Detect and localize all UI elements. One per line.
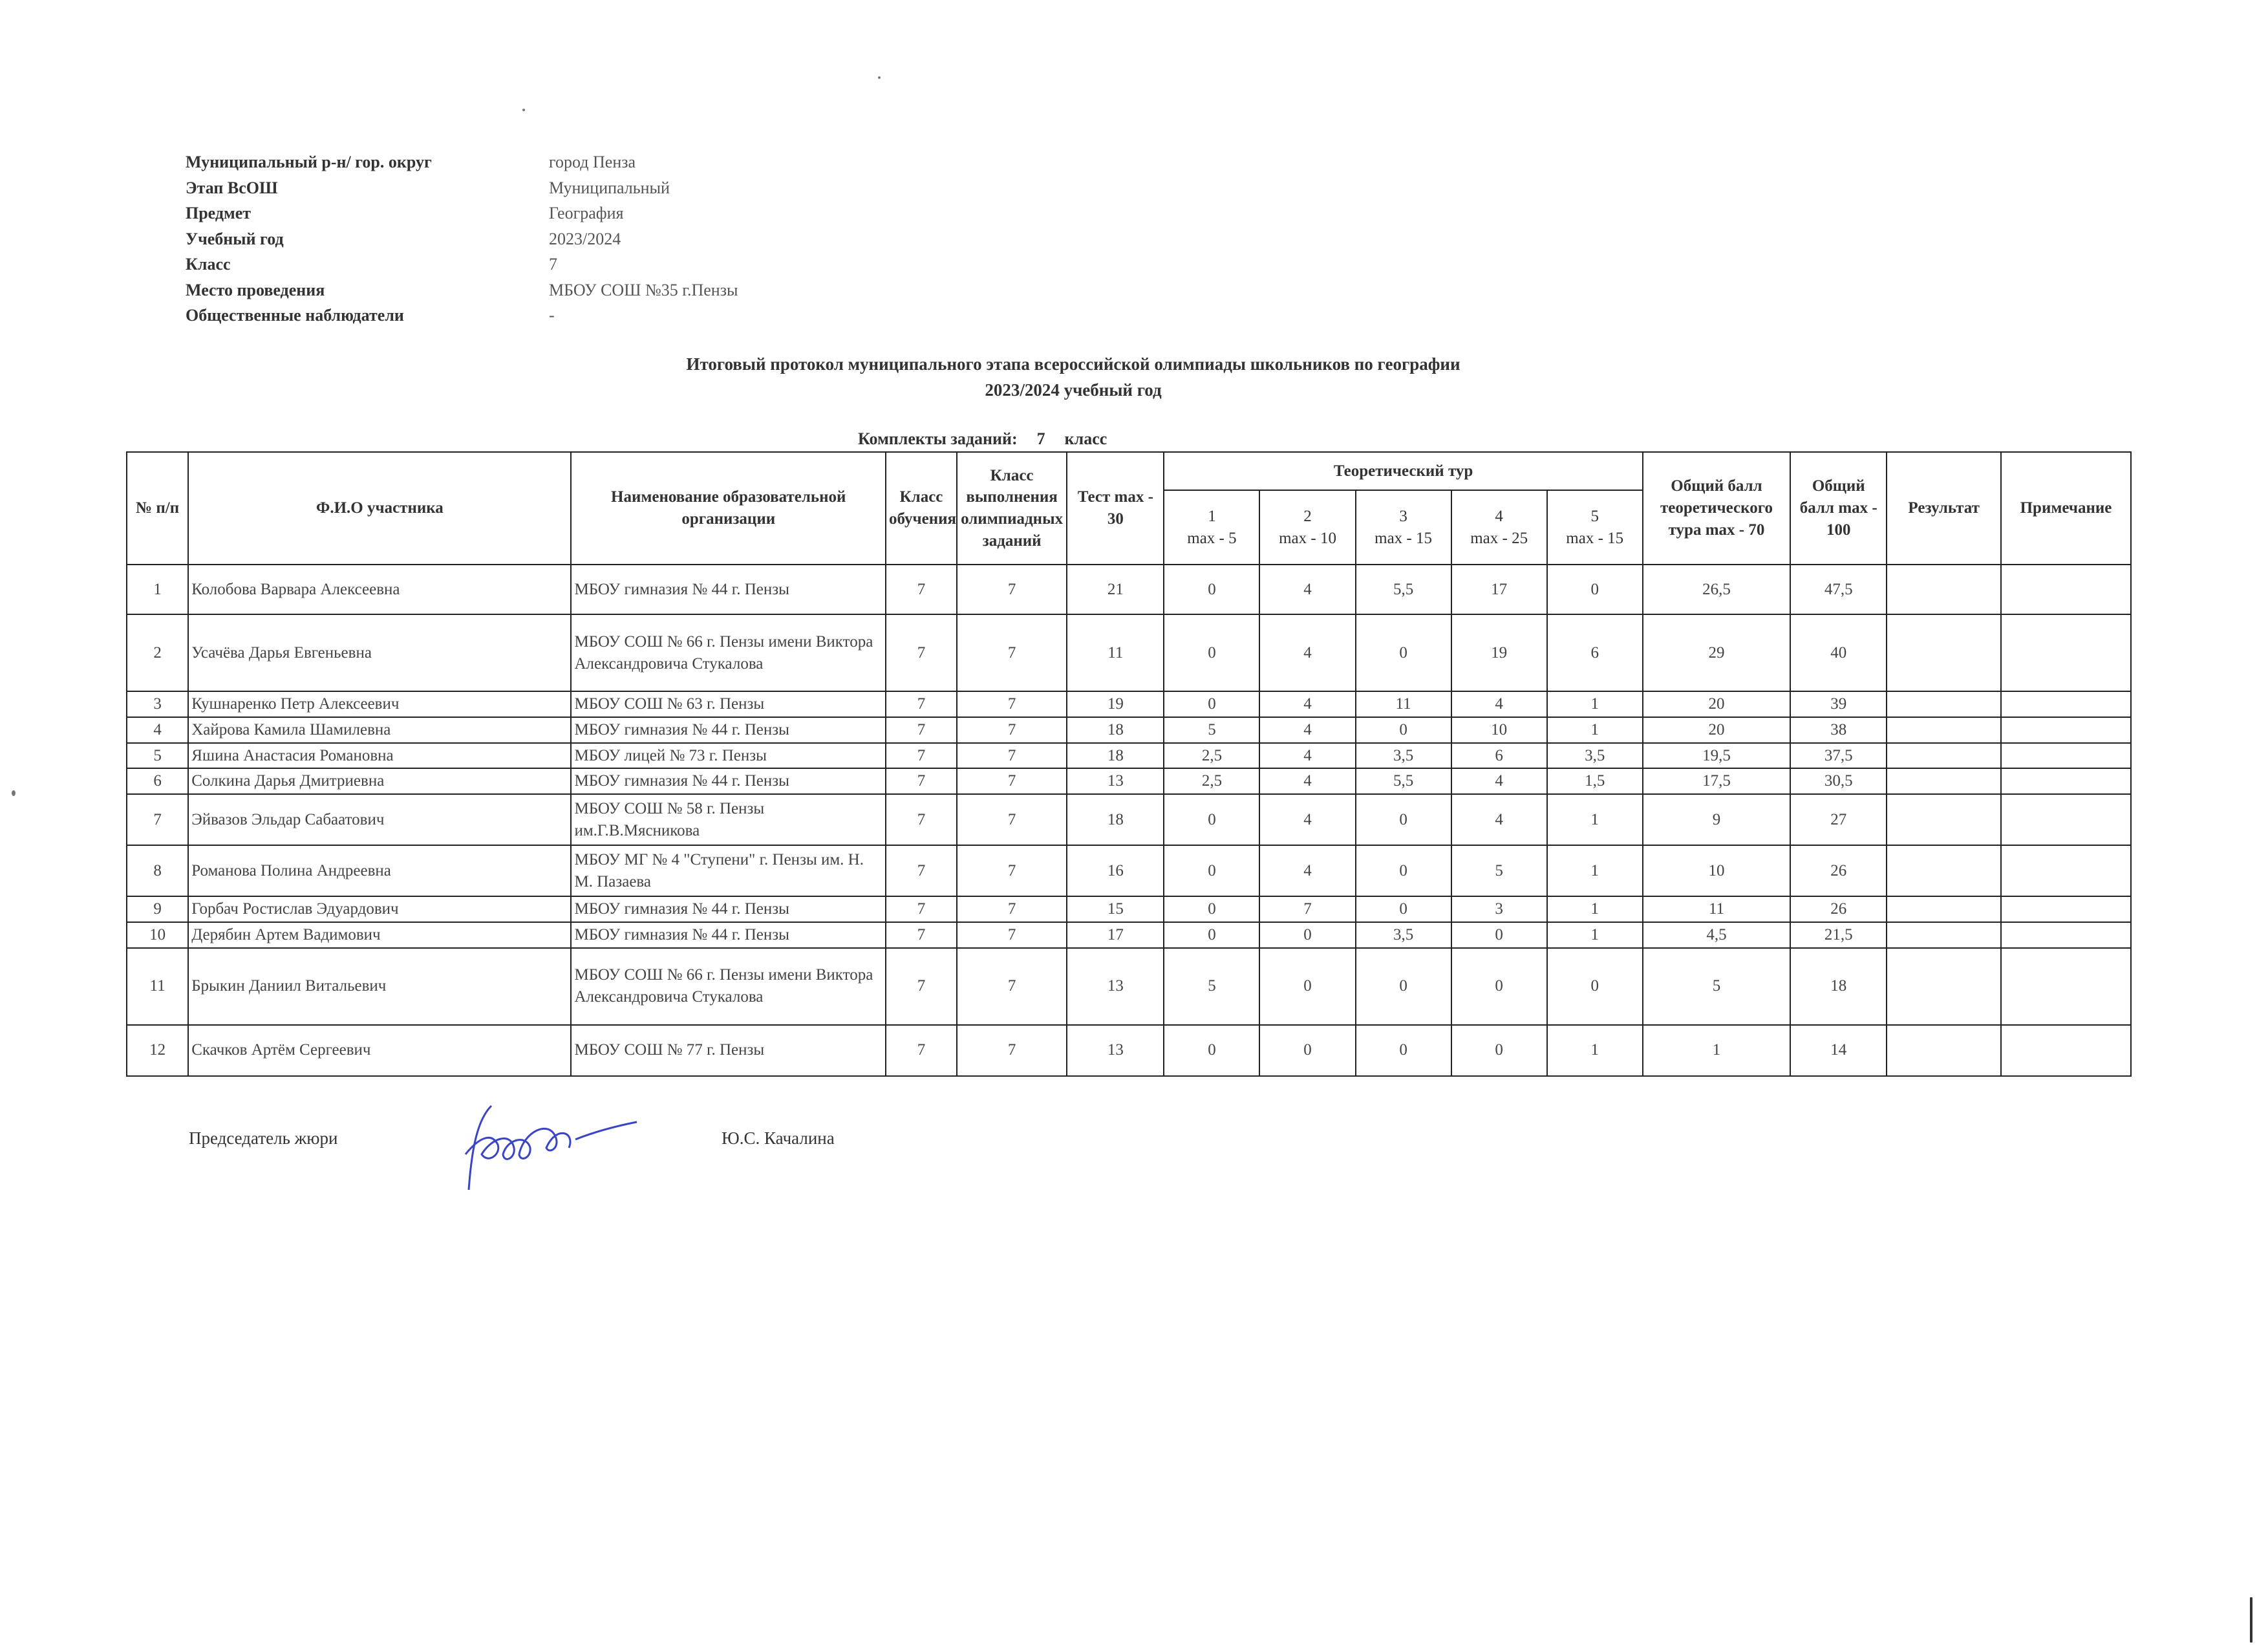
- note: [2001, 717, 2131, 743]
- participant-name: Романова Полина Андреевна: [188, 845, 571, 896]
- total-score: 26: [1790, 896, 1887, 922]
- participant-name: Горбач Ростислав Эдуардович: [188, 896, 571, 922]
- meta-row: [186, 303, 738, 329]
- note: [2001, 614, 2131, 691]
- meta-row: [186, 175, 738, 201]
- meta-row: [186, 252, 738, 277]
- total-score: 40: [1790, 614, 1887, 691]
- theory-task-5-score: 3,5: [1547, 743, 1643, 769]
- meta-value: МБОУ СОШ №35 г.Пензы: [549, 280, 738, 299]
- participant-name: Скачков Артём Сергеевич: [188, 1025, 571, 1076]
- note: [2001, 691, 2131, 717]
- signature-graphic: [453, 1093, 659, 1196]
- meta-value: город Пенза: [549, 153, 636, 171]
- theory-task-3-score: 11: [1356, 691, 1451, 717]
- grade: 7: [886, 717, 957, 743]
- theory-task-5-score: 1: [1547, 922, 1643, 948]
- note: [2001, 896, 2131, 922]
- theory-task-4-score: 17: [1451, 565, 1547, 614]
- total-score: 21,5: [1790, 922, 1887, 948]
- participant-name: Кушнаренко Петр Алексеевич: [188, 691, 571, 717]
- total-score: 47,5: [1790, 565, 1887, 614]
- theory-task-2-score: 0: [1259, 948, 1355, 1025]
- theory-task-1-score: 5: [1164, 948, 1259, 1025]
- theory-task-1-score: 5: [1164, 717, 1259, 743]
- theory-total-score: 17,5: [1643, 768, 1790, 794]
- grade: 7: [886, 845, 957, 896]
- participant-name: Яшина Анастасия Романовна: [188, 743, 571, 769]
- theory-task-3-score: 3,5: [1356, 743, 1451, 769]
- meta-row: [186, 200, 738, 226]
- theory-task-1-score: 0: [1164, 845, 1259, 896]
- task-grade: 7: [957, 614, 1067, 691]
- test-score: 15: [1067, 896, 1164, 922]
- theory-task-3-score: 0: [1356, 845, 1451, 896]
- theory-task-max: max - 5: [1187, 529, 1237, 547]
- meta-label: Место проведения: [186, 280, 325, 299]
- theory-task-5-score: 0: [1547, 948, 1643, 1025]
- meta-row: [186, 226, 738, 252]
- note: [2001, 845, 2131, 896]
- theory-task-2-score: 4: [1259, 717, 1355, 743]
- row-number: 5: [127, 743, 188, 769]
- meta-row: [186, 149, 738, 175]
- theory-total-score: 26,5: [1643, 565, 1790, 614]
- organization: МБОУ СОШ № 58 г. Пензы им.Г.В.Мясникова: [571, 794, 886, 845]
- header-theory-task-2: [1259, 490, 1355, 565]
- grade: 7: [886, 614, 957, 691]
- table-row: [127, 922, 2131, 948]
- theory-task-4-score: 6: [1451, 743, 1547, 769]
- theory-task-5-score: 1: [1547, 717, 1643, 743]
- meta-label: Этап ВсОШ: [186, 178, 278, 197]
- total-score: 27: [1790, 794, 1887, 845]
- task-grade: 7: [957, 743, 1067, 769]
- theory-task-5-score: 6: [1547, 614, 1643, 691]
- theory-task-4-score: 0: [1451, 948, 1547, 1025]
- organization: МБОУ гимназия № 44 г. Пензы: [571, 717, 886, 743]
- theory-total-score: 19,5: [1643, 743, 1790, 769]
- theory-task-3-score: 0: [1356, 1025, 1451, 1076]
- organization: МБОУ гимназия № 44 г. Пензы: [571, 768, 886, 794]
- theory-task-1-score: 0: [1164, 565, 1259, 614]
- result: [1887, 1025, 2001, 1076]
- note: [2001, 565, 2131, 614]
- total-score: 18: [1790, 948, 1887, 1025]
- theory-task-4-score: 10: [1451, 717, 1547, 743]
- meta-label: Предмет: [186, 204, 251, 222]
- result: [1887, 717, 2001, 743]
- theory-task-number: 3: [1399, 507, 1407, 525]
- signature: [453, 1093, 659, 1200]
- header-theory-task-3: [1356, 490, 1451, 565]
- organization: МБОУ МГ № 4 "Ступени" г. Пензы им. Н. М. Пазаева: [571, 845, 886, 896]
- grade: 7: [886, 922, 957, 948]
- theory-task-3-score: 0: [1356, 614, 1451, 691]
- header-theory: Теоретический тур: [1164, 452, 1642, 490]
- header-total: Общий балл max - 100: [1790, 452, 1887, 565]
- header-result: Результат: [1887, 452, 2001, 565]
- row-number: 9: [127, 896, 188, 922]
- organization: МБОУ СОШ № 66 г. Пензы имени Виктора Александровича Стукалова: [571, 948, 886, 1025]
- task-grade: 7: [957, 1025, 1067, 1076]
- theory-total-score: 10: [1643, 845, 1790, 896]
- test-score: 13: [1067, 1025, 1164, 1076]
- theory-total-score: 29: [1643, 614, 1790, 691]
- grade: 7: [886, 743, 957, 769]
- row-number: 10: [127, 922, 188, 948]
- theory-task-max: max - 25: [1470, 529, 1528, 547]
- meta-label: Учебный год: [186, 229, 284, 248]
- participant-name: Брыкин Даниил Витальевич: [188, 948, 571, 1025]
- theory-task-5-score: 1: [1547, 794, 1643, 845]
- task-grade: 7: [957, 768, 1067, 794]
- theory-task-3-score: 0: [1356, 948, 1451, 1025]
- task-grade: 7: [957, 717, 1067, 743]
- organization: МБОУ СОШ № 63 г. Пензы: [571, 691, 886, 717]
- organization: МБОУ СОШ № 66 г. Пензы имени Виктора Александровича Стукалова: [571, 614, 886, 691]
- results-table: [126, 451, 2132, 1077]
- note: [2001, 743, 2131, 769]
- theory-task-2-score: 4: [1259, 565, 1355, 614]
- task-grade: 7: [957, 845, 1067, 896]
- header-grade: Класс обучения: [886, 452, 957, 565]
- result: [1887, 922, 2001, 948]
- grade: 7: [886, 768, 957, 794]
- participant-name: Хайрова Камила Шамилевна: [188, 717, 571, 743]
- test-score: 18: [1067, 743, 1164, 769]
- grade: 7: [886, 565, 957, 614]
- theory-task-1-score: 0: [1164, 922, 1259, 948]
- meta-value: 2023/2024: [549, 229, 621, 248]
- theory-task-2-score: 4: [1259, 743, 1355, 769]
- result: [1887, 896, 2001, 922]
- theory-total-score: 1: [1643, 1025, 1790, 1076]
- meta-label: Муниципальный р-н/ гор. округ: [186, 153, 432, 171]
- total-score: 38: [1790, 717, 1887, 743]
- theory-task-3-score: 0: [1356, 896, 1451, 922]
- task-grade: 7: [957, 565, 1067, 614]
- theory-task-4-score: 4: [1451, 691, 1547, 717]
- theory-task-5-score: 0: [1547, 565, 1643, 614]
- kits-suffix: класс: [1064, 429, 1107, 448]
- theory-total-score: 11: [1643, 896, 1790, 922]
- total-score: 26: [1790, 845, 1887, 896]
- scan-speck: [878, 76, 881, 79]
- theory-task-5-score: 1: [1547, 691, 1643, 717]
- theory-total-score: 5: [1643, 948, 1790, 1025]
- total-score: 37,5: [1790, 743, 1887, 769]
- row-number: 4: [127, 717, 188, 743]
- theory-task-1-score: 0: [1164, 896, 1259, 922]
- task-grade: 7: [957, 922, 1067, 948]
- result: [1887, 794, 2001, 845]
- theory-task-4-score: 4: [1451, 768, 1547, 794]
- table-row: [127, 794, 2131, 845]
- table-row: [127, 768, 2131, 794]
- test-score: 11: [1067, 614, 1164, 691]
- result: [1887, 743, 2001, 769]
- organization: МБОУ СОШ № 77 г. Пензы: [571, 1025, 886, 1076]
- test-score: 13: [1067, 768, 1164, 794]
- title-line-1: Итоговый протокол муниципального этапа всероссийской олимпиады школьников по географии: [686, 354, 1460, 374]
- result: [1887, 691, 2001, 717]
- theory-total-score: 9: [1643, 794, 1790, 845]
- table-row: [127, 845, 2131, 896]
- theory-task-4-score: 3: [1451, 896, 1547, 922]
- header-theory-task-1: [1164, 490, 1259, 565]
- header-theory-task-5: [1547, 490, 1643, 565]
- row-number: 6: [127, 768, 188, 794]
- theory-task-2-score: 4: [1259, 614, 1355, 691]
- grade: 7: [886, 948, 957, 1025]
- header-num: № п/п: [127, 452, 188, 565]
- participant-name: Солкина Дарья Дмитриевна: [188, 768, 571, 794]
- chair-label: Председатель жюри: [189, 1128, 338, 1148]
- theory-task-4-score: 0: [1451, 922, 1547, 948]
- theory-task-3-score: 0: [1356, 717, 1451, 743]
- task-grade: 7: [957, 691, 1067, 717]
- organization: МБОУ гимназия № 44 г. Пензы: [571, 922, 886, 948]
- meta-value: -: [549, 306, 555, 325]
- row-number: 3: [127, 691, 188, 717]
- table-row: [127, 614, 2131, 691]
- table-row: [127, 948, 2131, 1025]
- row-number: 2: [127, 614, 188, 691]
- theory-task-3-score: 5,5: [1356, 768, 1451, 794]
- theory-task-3-score: 5,5: [1356, 565, 1451, 614]
- theory-task-number: 4: [1495, 507, 1503, 525]
- meta-label: Класс: [186, 255, 231, 274]
- total-score: 30,5: [1790, 768, 1887, 794]
- scan-speck: [522, 109, 525, 111]
- header-theory-task-4: [1451, 490, 1547, 565]
- theory-task-max: max - 15: [1566, 529, 1624, 547]
- total-score: 14: [1790, 1025, 1887, 1076]
- theory-task-number: 2: [1303, 507, 1312, 525]
- test-score: 18: [1067, 794, 1164, 845]
- theory-task-2-score: 4: [1259, 768, 1355, 794]
- kits-value: 7: [1036, 429, 1045, 448]
- task-grade: 7: [957, 794, 1067, 845]
- scan-edge-mark: [2250, 1597, 2252, 1643]
- theory-task-1-score: 0: [1164, 691, 1259, 717]
- meta-value: География: [549, 204, 624, 222]
- result: [1887, 768, 2001, 794]
- note: [2001, 948, 2131, 1025]
- meta-value: 7: [549, 255, 557, 274]
- theory-total-score: 4,5: [1643, 922, 1790, 948]
- meta-row: [186, 277, 738, 303]
- table-row: [127, 691, 2131, 717]
- row-number: 11: [127, 948, 188, 1025]
- header-name: Ф.И.О участника: [188, 452, 571, 565]
- header-task-grade: Класс выполнения олимпиадных заданий: [957, 452, 1067, 565]
- theory-task-4-score: 4: [1451, 794, 1547, 845]
- header-theory-total: Общий балл теоретического тура max - 70: [1643, 452, 1790, 565]
- row-number: 8: [127, 845, 188, 896]
- test-score: 19: [1067, 691, 1164, 717]
- kits-label: Комплекты заданий:: [858, 429, 1018, 448]
- theory-task-5-score: 1: [1547, 845, 1643, 896]
- theory-task-1-score: 2,5: [1164, 743, 1259, 769]
- chair-name: Ю.С. Качалина: [722, 1128, 835, 1148]
- theory-task-max: max - 10: [1279, 529, 1336, 547]
- participant-name: Усачёва Дарья Евгеньевна: [188, 614, 571, 691]
- meta-value: Муниципальный: [549, 178, 670, 197]
- test-score: 17: [1067, 922, 1164, 948]
- participant-name: Эйвазов Эльдар Сабаатович: [188, 794, 571, 845]
- participant-name: Дерябин Артем Вадимович: [188, 922, 571, 948]
- grade: 7: [886, 1025, 957, 1076]
- theory-task-2-score: 7: [1259, 896, 1355, 922]
- result: [1887, 948, 2001, 1025]
- theory-task-2-score: 4: [1259, 691, 1355, 717]
- test-score: 18: [1067, 717, 1164, 743]
- theory-total-score: 20: [1643, 717, 1790, 743]
- table-row: [127, 565, 2131, 614]
- theory-task-4-score: 19: [1451, 614, 1547, 691]
- organization: МБОУ гимназия № 44 г. Пензы: [571, 565, 886, 614]
- task-grade: 7: [957, 948, 1067, 1025]
- task-kits-line: [858, 429, 1107, 449]
- theory-task-1-score: 0: [1164, 1025, 1259, 1076]
- row-number: 7: [127, 794, 188, 845]
- theory-task-1-score: 0: [1164, 614, 1259, 691]
- theory-task-5-score: 1: [1547, 896, 1643, 922]
- result: [1887, 565, 2001, 614]
- theory-task-2-score: 4: [1259, 794, 1355, 845]
- scan-speck: [12, 790, 16, 796]
- header-test: Тест max - 30: [1067, 452, 1164, 565]
- table-row: [127, 717, 2131, 743]
- theory-task-3-score: 3,5: [1356, 922, 1451, 948]
- organization: МБОУ лицей № 73 г. Пензы: [571, 743, 886, 769]
- theory-task-1-score: 2,5: [1164, 768, 1259, 794]
- theory-task-number: 5: [1590, 507, 1599, 525]
- test-score: 13: [1067, 948, 1164, 1025]
- protocol-metadata: [186, 149, 738, 329]
- header-note: Примечание: [2001, 452, 2131, 565]
- protocol-title: [0, 351, 2146, 403]
- grade: 7: [886, 691, 957, 717]
- meta-label: Общественные наблюдатели: [186, 306, 404, 325]
- table-row: [127, 896, 2131, 922]
- theory-task-5-score: 1: [1547, 1025, 1643, 1076]
- note: [2001, 1025, 2131, 1076]
- total-score: 39: [1790, 691, 1887, 717]
- theory-task-number: 1: [1208, 507, 1216, 525]
- task-grade: 7: [957, 896, 1067, 922]
- note: [2001, 794, 2131, 845]
- participant-name: Колобова Варвара Алексеевна: [188, 565, 571, 614]
- theory-task-2-score: 0: [1259, 1025, 1355, 1076]
- organization: МБОУ гимназия № 44 г. Пензы: [571, 896, 886, 922]
- theory-task-max: max - 15: [1375, 529, 1433, 547]
- test-score: 21: [1067, 565, 1164, 614]
- test-score: 16: [1067, 845, 1164, 896]
- note: [2001, 922, 2131, 948]
- theory-task-4-score: 5: [1451, 845, 1547, 896]
- row-number: 12: [127, 1025, 188, 1076]
- table-row: [127, 743, 2131, 769]
- table-row: [127, 1025, 2131, 1076]
- theory-task-5-score: 1,5: [1547, 768, 1643, 794]
- note: [2001, 768, 2131, 794]
- result: [1887, 845, 2001, 896]
- row-number: 1: [127, 565, 188, 614]
- theory-task-4-score: 0: [1451, 1025, 1547, 1076]
- header-org: Наименование образовательной организации: [571, 452, 886, 565]
- grade: 7: [886, 896, 957, 922]
- theory-task-3-score: 0: [1356, 794, 1451, 845]
- theory-total-score: 20: [1643, 691, 1790, 717]
- theory-task-1-score: 0: [1164, 794, 1259, 845]
- title-line-2: 2023/2024 учебный год: [985, 380, 1162, 400]
- grade: 7: [886, 794, 957, 845]
- result: [1887, 614, 2001, 691]
- theory-task-2-score: 4: [1259, 845, 1355, 896]
- theory-task-2-score: 0: [1259, 922, 1355, 948]
